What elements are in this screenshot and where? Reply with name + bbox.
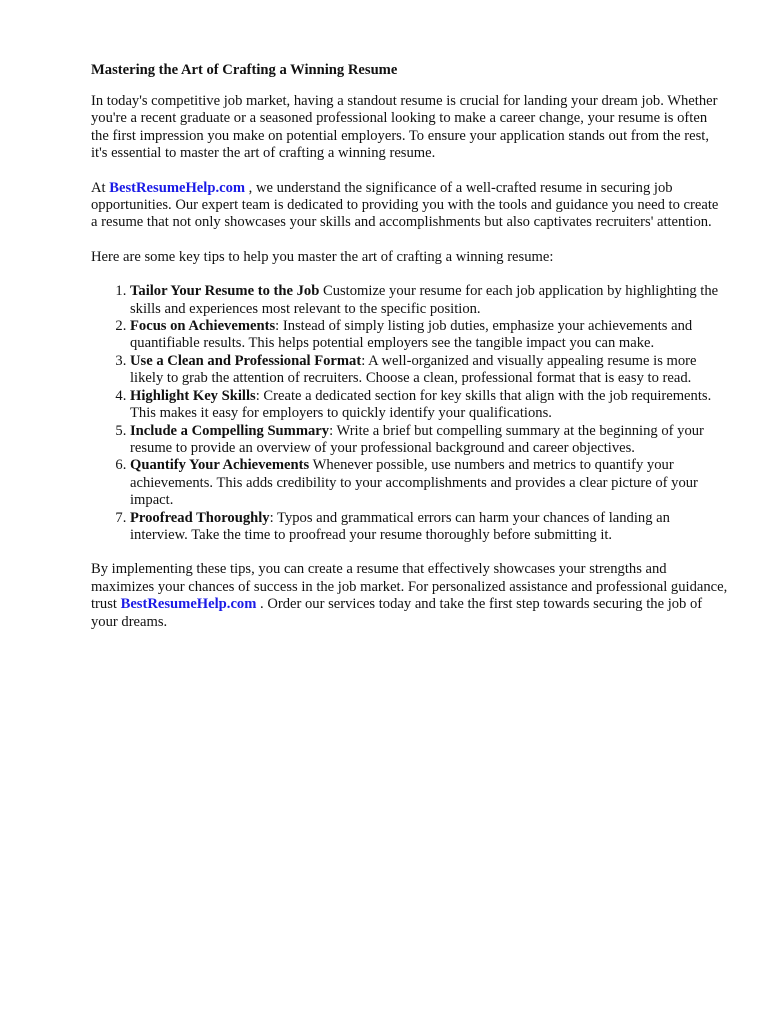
- bestresumehelp-link[interactable]: BestResumeHelp.com: [120, 596, 257, 613]
- tip-item: [130, 423, 728, 458]
- tip-text: : Instead of simply listing job duties, emphasize your achievements and quantifiable results. This helps potential employers see the tangible impact you can make.: [130, 318, 693, 352]
- intro-paragraph: In today's competitive job market, having a standout resume is crucial for landing your dream job. Whether you're a recent graduate or a seasoned professional looking to make a career change, your resume is often the first impression you make on potential employers. To ensure your application stands out from the rest, it's essential to master the art of crafting a winning resume.: [91, 93, 718, 162]
- tip-title: Use a Clean and Professional Format: [130, 352, 362, 369]
- tip-item: [130, 510, 728, 545]
- tip-text: Customize your resume for each job application by highlighting the skills and experiences most relevant to the specific position.: [130, 283, 719, 317]
- tip-text: : Typos and grammatical errors can harm your chances of landing an interview. Take the time to proofread your resume thoroughly before submitting it.: [130, 509, 670, 543]
- tip-item: [130, 457, 728, 509]
- tips-intro: Here are some key tips to help you master the art of crafting a winning resume:: [91, 248, 554, 265]
- tip-text: : Create a dedicated section for key skills that align with the job requirements. This makes it easy for employers to quickly identify your qualifications.: [130, 387, 712, 422]
- closing-paragraph: [91, 561, 728, 631]
- tips-list: [91, 283, 728, 544]
- document-title: Mastering the Art of Crafting a Winning Resume: [91, 62, 398, 78]
- closing-after: . Order our services today and take the first step towards securing the job of your dreams.: [91, 596, 703, 630]
- tip-text: Whenever possible, use numbers and metrics to quantify your achievements. This adds credibility to your accomplishments and provides a clear picture of your impact.: [130, 457, 698, 509]
- tip-title: Include a Compelling Summary: [130, 422, 330, 439]
- closing-before: By implementing these tips, you can create a resume that effectively showcases your strengths and maximizes your chances of success in the job market. For personalized assistance and professional guidance, trust: [91, 561, 728, 613]
- tip-text: : A well-organized and visually appealing resume is more likely to grab the attention of recruiters. Choose a clean, professional format that is easy to read.: [130, 352, 697, 387]
- tip-item: [130, 353, 728, 388]
- about-prefix: At: [91, 179, 110, 196]
- tip-title: Proofread Thoroughly: [130, 509, 270, 526]
- about-paragraph: [91, 180, 728, 232]
- bestresumehelp-link[interactable]: BestResumeHelp.com: [109, 179, 246, 196]
- tip-item: [130, 388, 728, 423]
- tip-text: : Write a brief but compelling summary at the beginning of your resume to provide an overview of your professional background and career objectives.: [130, 422, 704, 456]
- about-text: , we understand the significance of a well-crafted resume in securing job opportunities. Our expert team is dedicated to providing you with the tools and guidance you need to create a resume that not only showcases your skills and accomplishments but also captivates recruiters' attention.: [91, 179, 719, 231]
- tip-item: [130, 318, 728, 353]
- tip-item: [130, 283, 728, 318]
- tip-title: Quantify Your Achievements: [130, 457, 310, 474]
- tip-title: Highlight Key Skills: [130, 387, 256, 404]
- tip-title: Tailor Your Resume to the Job: [130, 283, 320, 300]
- tip-title: Focus on Achievements: [130, 318, 276, 335]
